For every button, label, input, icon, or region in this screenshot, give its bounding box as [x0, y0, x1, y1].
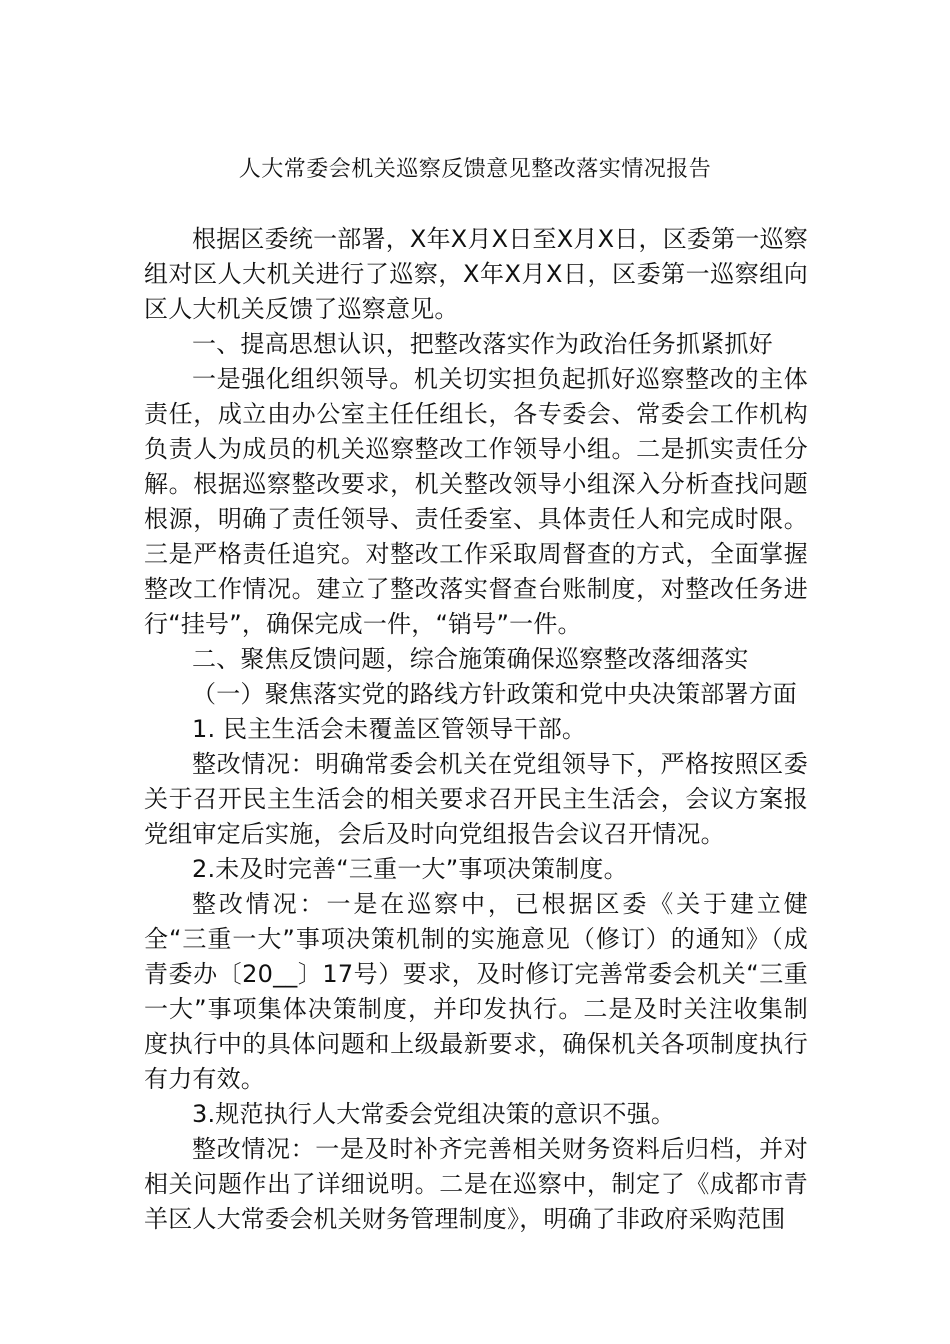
issue-heading-1: 1. 民主生活会未覆盖区管领导干部。 [192, 715, 587, 743]
section-heading-2: 二、聚焦反馈问题，综合施策确保巡察整改落细落实 [192, 645, 749, 673]
rectification-paragraph-3: 整改情况：一是及时补齐完善相关财务资料后归档，并对相关问题作出了详细说明。二是在巡察中，制定了《成都市青羊区人大常委会机关财务管理制度》，明确了非政府采购范围 [144, 1135, 808, 1233]
section-heading-1: 一、提高思想认识，把整改落实作为政治任务抓紧抓好 [192, 330, 773, 358]
rectification-paragraph-1: 整改情况：明确常委会机关在党组领导下，严格按照区委关于召开民主生活会的相关要求召开民主生活会，会议方案报党组审定后实施，会后及时向党组报告会议召开情况。 [144, 750, 808, 848]
issue-heading-3: 3.规范执行人大常委会党组决策的意识不强。 [192, 1100, 676, 1128]
document-body [144, 222, 808, 1237]
document-title: 人大常委会机关巡察反馈意见整改落实情况报告 [238, 157, 712, 182]
paragraph-measures: 一是强化组织领导。机关切实担负起抓好巡察整改的主体责任，成立由办公室主任任组长，各专委会、常委会工作机构负责人为成员的机关巡察整改工作领导小组。二是抓实责任分解。根据巡察整改要求，机关整改领导小组深入分析查找问题根源，明确了责任领导、责任委室、具体责任人和完成时限。三是严格责任追究。对整改工作采取周督查的方式，全面掌握整改工作情况。建立了整改落实督查台账制度，对整改任务进行“挂号”，确保完成一件，“销号”一件。 [144, 365, 808, 638]
issue-heading-2: 2.未及时完善“三重一大”事项决策制度。 [192, 855, 628, 883]
rectification-paragraph-2: 整改情况：一是在巡察中，已根据区委《关于建立健全“三重一大”事项决策机制的实施意见（修订）的通知》（成青委办〔20__〕17号）要求，及时修订完善常委会机关“三重一大”事项集体决策制度，并印发执行。二是及时关注收集制度执行中的具体问题和上级最新要求，确保机关各项制度执行有力有效。 [144, 890, 808, 1093]
subsection-heading-1: （一）聚焦落实党的路线方针政策和党中央决策部署方面 [192, 680, 797, 708]
paragraph-intro: 根据区委统一部署，X年X月X日至X月X日，区委第一巡察组对区人大机关进行了巡察，X年X月X日，区委第一巡察组向区人大机关反馈了巡察意见。 [144, 225, 808, 323]
